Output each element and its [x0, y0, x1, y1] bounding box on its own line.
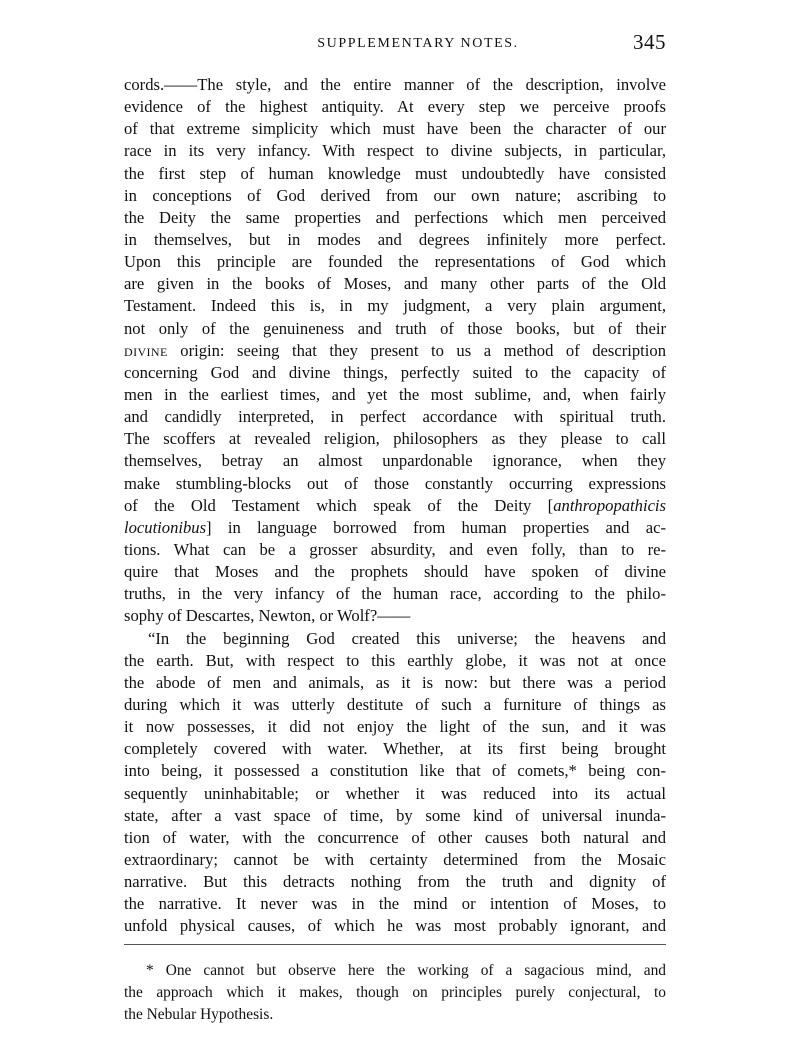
text-line: sequently uninhabitable; or whether it was reduced into its actual: [124, 783, 666, 803]
text-line-latin-1: [124, 495, 666, 517]
text-line: are given in the books of Moses, and many other parts of the Old: [124, 274, 666, 294]
text-line: and candidly interpreted, in perfect accordance with spiritual truth.: [124, 407, 666, 427]
text-line: not only of the genuineness and truth of those books, but of their: [124, 318, 666, 338]
text-line: make stumbling-blocks out of those constantly occurring expressions: [124, 473, 666, 493]
text-line: in conceptions of God derived from our own nature; ascribing to: [124, 185, 666, 205]
text-line: truths, in the very infancy of the human race, according to the philo-: [124, 584, 666, 604]
latin-term-2: locutionibus: [124, 517, 207, 537]
text-line: Testament. Indeed this is, in my judgment, a very plain argument,: [124, 296, 666, 316]
text-line: race in its very infancy. With respect to divine subjects, in particular,: [124, 141, 666, 161]
text-line: of that extreme simplicity which must have been the character of our: [124, 119, 666, 139]
latin-line-rest: ] in language borrowed from human properties and ac-: [206, 517, 666, 537]
body-text: [124, 74, 666, 937]
text-line: completely covered with water. Whether, at its first being brought: [124, 739, 666, 759]
text-line: the Deity the same properties and perfections which men perceived: [124, 207, 666, 227]
text-line: quire that Moses and the prophets should have spoken of divine: [124, 562, 666, 582]
text-line: concerning God and divine things, perfectly suited to the capacity of: [124, 362, 666, 382]
text-line: it now possesses, it did not enjoy the light of the sun, and it was: [124, 717, 666, 737]
text-line: the narrative. It never was in the mind or intention of Moses, to: [124, 894, 666, 914]
running-title: SUPPLEMENTARY NOTES.: [317, 36, 519, 51]
page-number: 345: [633, 30, 666, 54]
text-line: into being, it possessed a constitution like that of comets,* being con-: [124, 761, 666, 781]
text-line: unfold physical causes, of which he was most probably ignorant, and: [124, 916, 666, 936]
text-line: during which it was utterly destitute of such a furniture of things as: [124, 694, 666, 714]
text-line: The scoffers at revealed religion, philosophers as they please to call: [124, 429, 666, 449]
text-line: “In the beginning God created this universe; the heavens and: [148, 628, 666, 648]
footnote-line: * One cannot but observe here the working of a sagacious mind, and: [146, 962, 666, 980]
latin-line-start: of the Old Testament which speak of the Deity [: [124, 495, 554, 515]
text-line: Upon this principle are founded the representations of God which: [124, 252, 666, 272]
text-line: tion of water, with the concurrence of other causes both natural and: [124, 827, 666, 847]
text-line-latin-2: [124, 517, 666, 539]
divine-small-caps: DIVINE: [124, 344, 168, 359]
text-line: tions. What can be a grosser absurdity, and even folly, than to re-: [124, 539, 666, 559]
footnote: [124, 960, 666, 1026]
text-line: evidence of the highest antiquity. At every step we perceive proofs: [124, 97, 666, 117]
footnote-line: the Nebular Hypothesis.: [124, 1006, 274, 1024]
book-page: [124, 30, 666, 1026]
footnote-line: the approach which it makes, though on principles purely conjectural, to: [124, 984, 666, 1002]
text-line: cords.——The style, and the entire manner of the description, involve: [124, 75, 666, 94]
text-line: men in the earliest times, and yet the most sublime, and, when fairly: [124, 384, 666, 404]
text-line: themselves, betray an almost unpardonable ignorance, when they: [124, 451, 666, 471]
text-line: sophy of Descartes, Newton, or Wolf?——: [124, 606, 411, 626]
text-line-divine: [124, 340, 666, 362]
text-line: the abode of men and animals, as it is now: but there was a period: [124, 672, 666, 692]
text-line: the first step of human knowledge must undoubtedly have consisted: [124, 163, 666, 183]
divine-line-rest: origin: seeing that they present to us a method of description: [167, 340, 666, 360]
text-line: the earth. But, with respect to this earthly globe, it was not at once: [124, 650, 666, 670]
latin-term-1: anthropopathicis: [553, 495, 666, 515]
footnote-divider: [124, 944, 666, 945]
text-line: narrative. But this detracts nothing from the truth and dignity of: [124, 872, 666, 892]
running-head: [124, 30, 666, 60]
text-line: in themselves, but in modes and degrees infinitely more perfect.: [124, 229, 666, 249]
text-line: state, after a vast space of time, by some kind of universal inunda-: [124, 805, 666, 825]
text-line: extraordinary; cannot be with certainty determined from the Mosaic: [124, 849, 666, 869]
